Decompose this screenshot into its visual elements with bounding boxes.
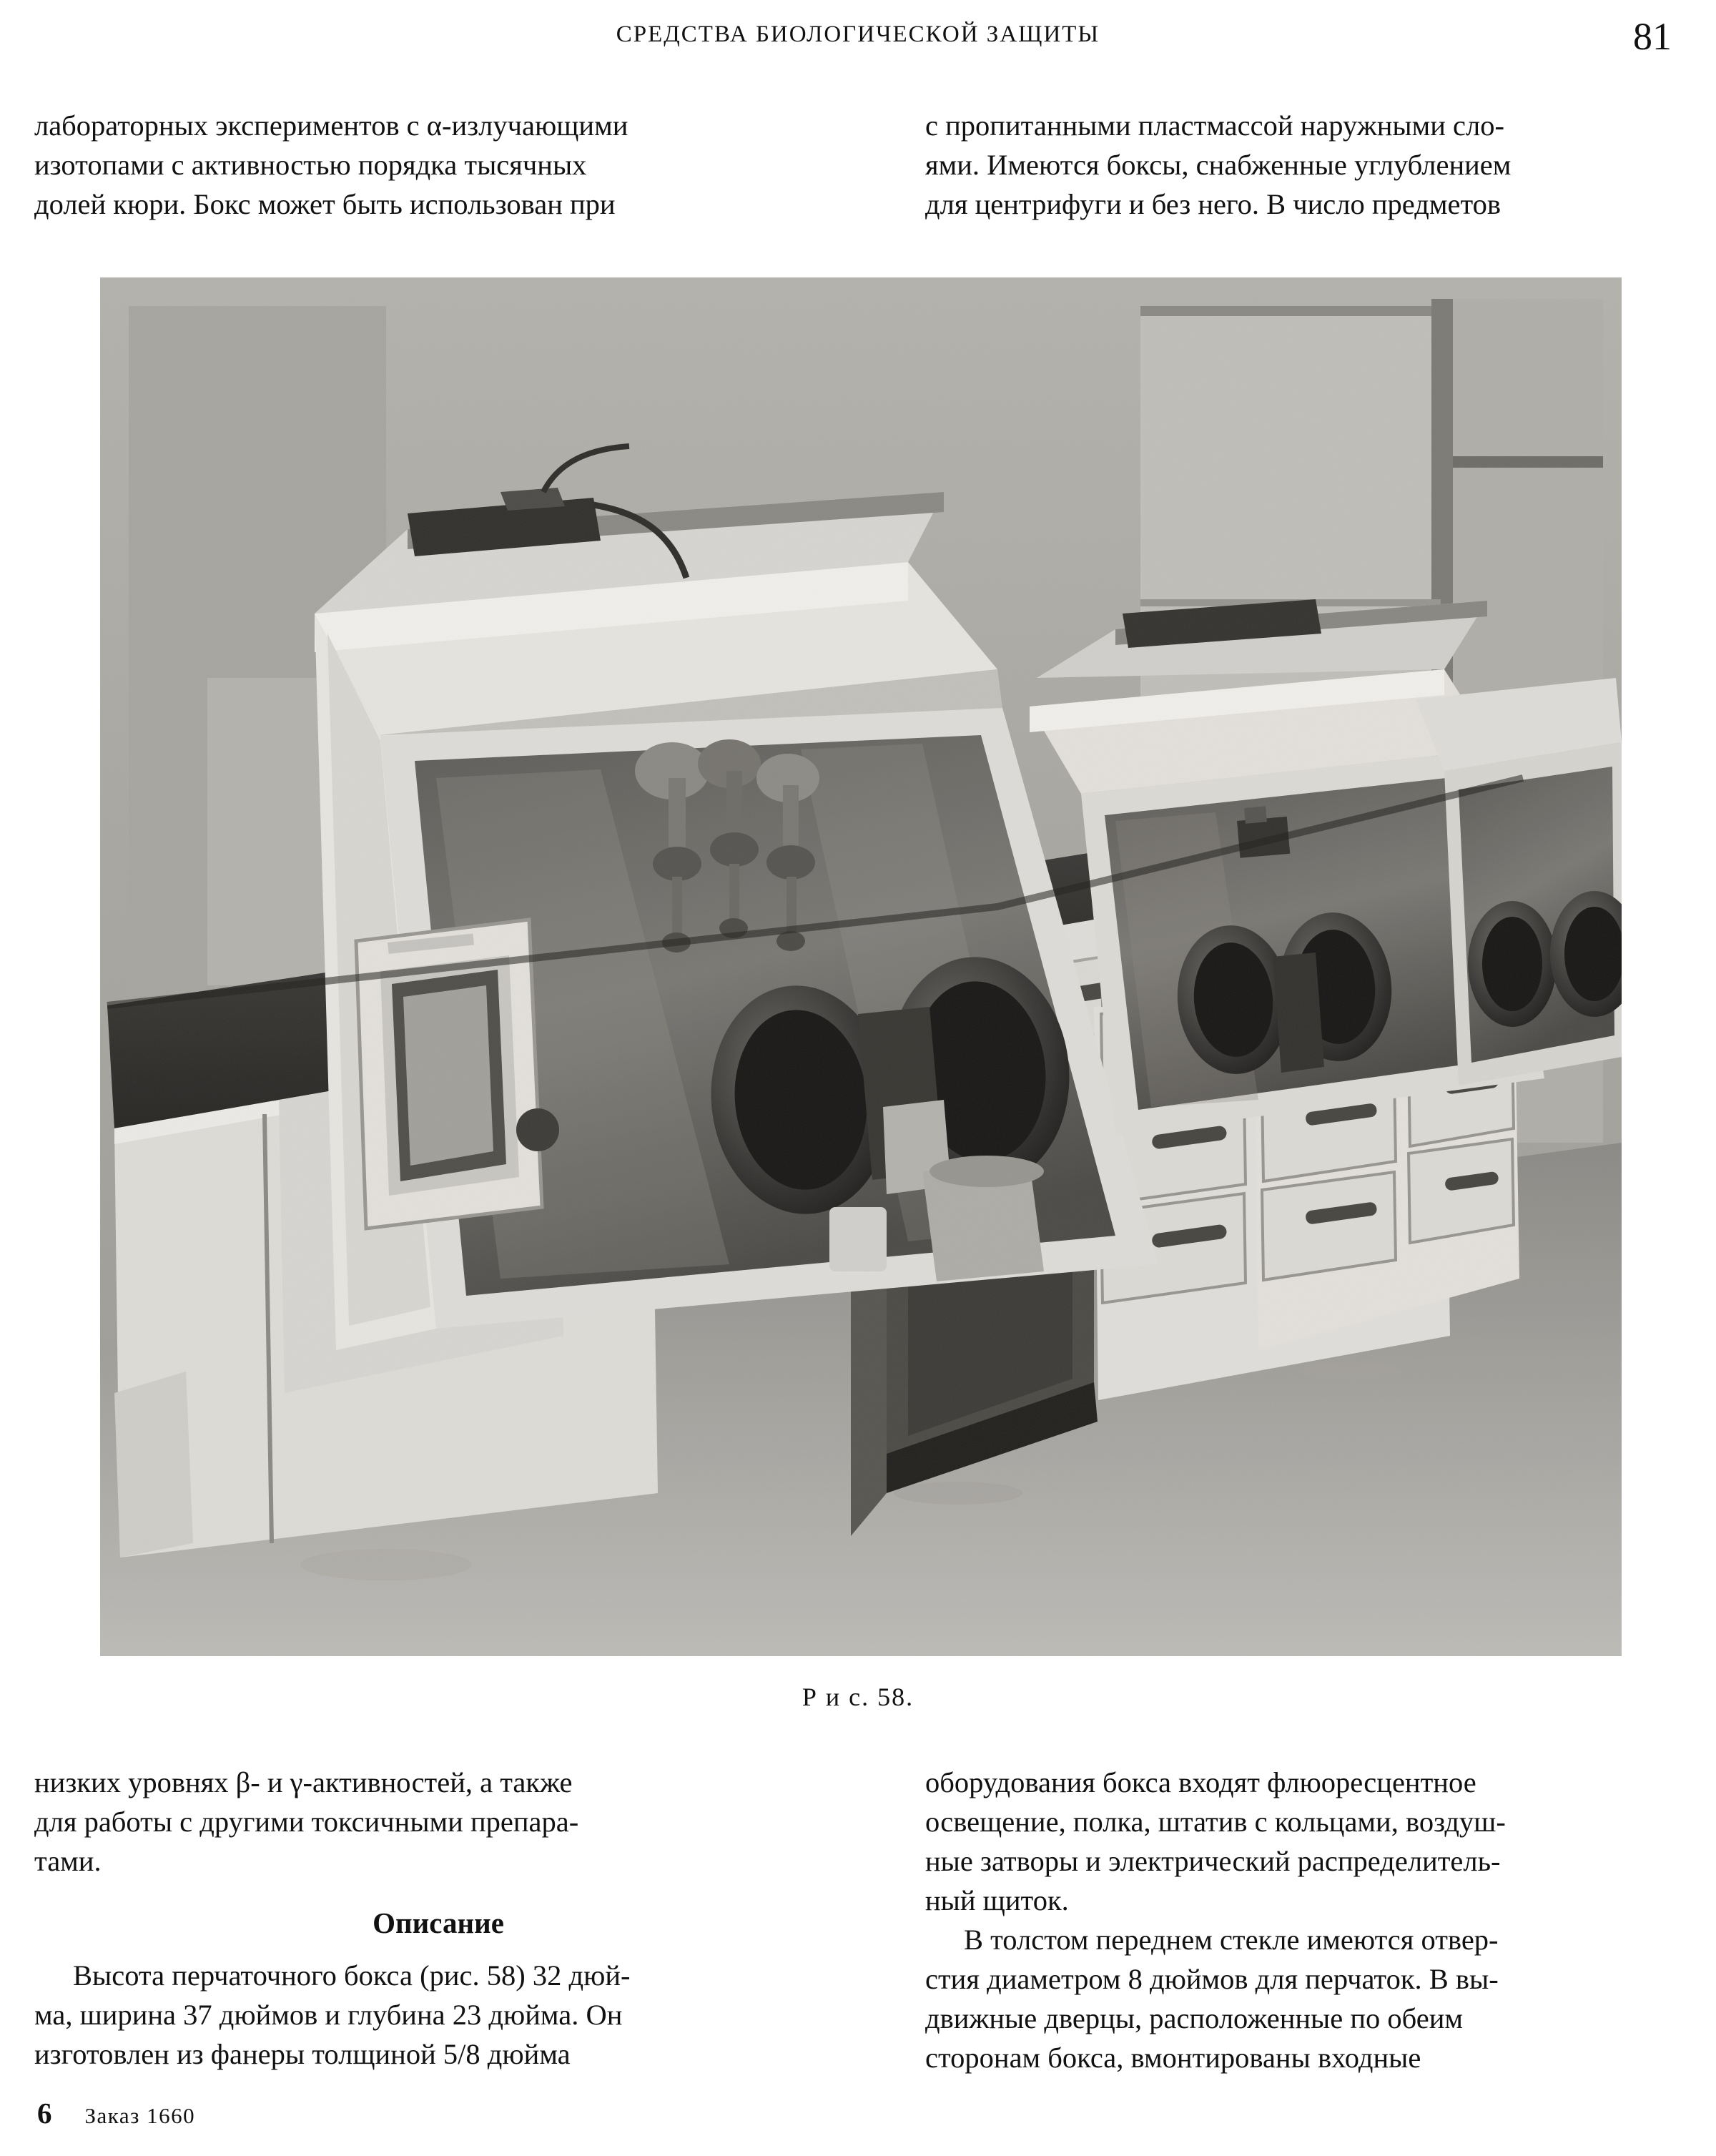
section-heading: Описание bbox=[373, 1906, 504, 1939]
figure-caption: Р и с. 58. bbox=[802, 1683, 914, 1711]
paragraph bbox=[925, 1763, 1716, 1920]
text-line: ма, ширина 37 дюймов и глубина 23 дюйма. Он bbox=[34, 1999, 623, 2031]
text-line: ный щиток. bbox=[925, 1884, 1069, 1916]
text-line: тами. bbox=[34, 1845, 102, 1877]
text-line: стия диаметром 8 дюймов для перчаток. В вы- bbox=[925, 1963, 1499, 1995]
paragraph bbox=[34, 1763, 842, 1881]
text-line: сторонам бокса, вмонтированы входные bbox=[925, 2042, 1421, 2074]
glovebox-photo bbox=[100, 277, 1622, 1656]
text-line: движные дверцы, расположенные по обеим bbox=[925, 2002, 1463, 2034]
text-line: В толстом переднем стекле имеются отвер- bbox=[964, 1924, 1499, 1956]
text-line: долей кюри. Бокс может быть использован при bbox=[34, 188, 616, 220]
paragraph bbox=[34, 106, 842, 224]
text-line: изотопами с активностью порядка тысячных bbox=[34, 149, 587, 181]
signature-number: 6 bbox=[37, 2097, 52, 2130]
page-footer bbox=[37, 2096, 195, 2130]
text-line: изготовлен из фанеры толщиной 5/8 дюйма bbox=[34, 2038, 571, 2070]
bottom-right-column bbox=[925, 1763, 1716, 2077]
order-number: Заказ 1660 bbox=[84, 2103, 196, 2128]
text-line: Высота перчаточного бокса (рис. 58) 32 дюй- bbox=[73, 1959, 631, 1992]
top-text-block bbox=[34, 106, 1716, 224]
paragraph bbox=[925, 1920, 1716, 2077]
top-right-column bbox=[925, 106, 1716, 224]
running-head-title: СРЕДСТВА БИОЛОГИЧЕСКОЙ ЗАЩИТЫ bbox=[616, 21, 1100, 47]
paragraph bbox=[925, 106, 1716, 224]
text-line: для центрифуги и без него. В число предметов bbox=[925, 188, 1501, 220]
text-line: низких уровнях β- и γ-активностей, а также bbox=[34, 1766, 573, 1798]
text-line: для работы с другими токсичными препара- bbox=[34, 1806, 579, 1838]
text-line: ные затворы и электрический распределитель- bbox=[925, 1845, 1501, 1877]
figure-image bbox=[100, 277, 1622, 1656]
bottom-left-column bbox=[34, 1763, 842, 2077]
text-line: ями. Имеются боксы, снабженные углублением bbox=[925, 149, 1512, 181]
page-number: 81 bbox=[1633, 15, 1672, 58]
paragraph bbox=[34, 1956, 842, 2074]
text-line: освещение, полка, штатив с кольцами, воздуш- bbox=[925, 1806, 1506, 1838]
text-line: оборудования бокса входят флюоресцентное bbox=[925, 1766, 1476, 1798]
bottom-text-block bbox=[34, 1763, 1716, 2077]
running-head bbox=[0, 15, 1716, 64]
top-left-column bbox=[34, 106, 842, 224]
text-line: с пропитанными пластмассой наружными сло- bbox=[925, 109, 1504, 142]
text-line: лабораторных экспериментов с α-излучающими bbox=[34, 109, 628, 142]
